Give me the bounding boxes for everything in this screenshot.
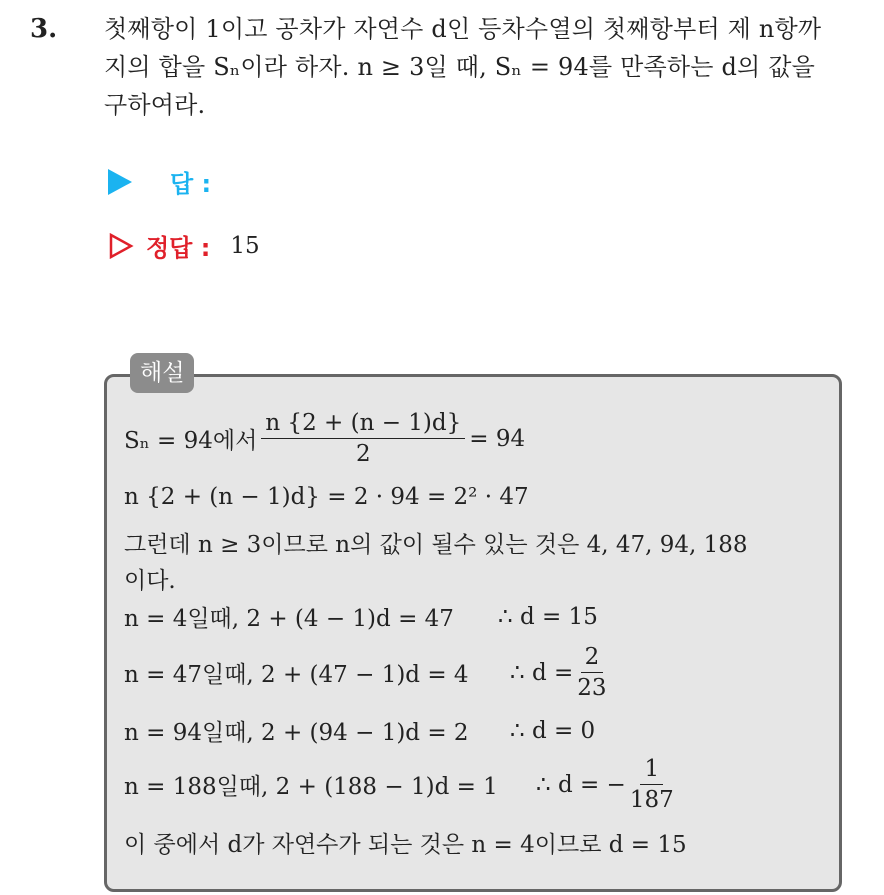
solution-line-4: 이다. [124, 568, 176, 594]
solution-conclusion: 이 중에서 d가 자연수가 되는 것은 n = 4이므로 d = 15 [124, 832, 687, 858]
correct-answer-label: 정답 : [146, 234, 211, 262]
answer-input-row[interactable] [108, 164, 211, 199]
solution-line-2: n {2 + (n − 1)d} = 2 · 94 = 2² · 47 [124, 484, 529, 510]
solution-line-1-suffix: = 94 [469, 425, 526, 452]
outline-triangle-icon [108, 233, 134, 259]
problem-line-2: 지의 합을 Sₙ이라 하자. n ≥ 3일 때, Sₙ = 94를 만족하는 d의 값을 [104, 53, 816, 81]
case-n-47-denominator: 23 [577, 675, 607, 701]
case-n-4 [124, 600, 598, 633]
case-n-94-equation: n = 94일때, 2 + (94 − 1)d = 2 [124, 720, 469, 746]
case-n-188 [124, 756, 678, 813]
case-n-188-numerator: 1 [640, 756, 663, 785]
fraction-numerator: n {2 + (n − 1)d} [261, 410, 465, 439]
case-n-188-fraction [630, 756, 674, 813]
problem-line-1: 첫째항이 1이고 공차가 자연수 d인 등차수열의 첫째항부터 제 n항까 [104, 15, 822, 43]
fraction-denominator: 2 [355, 441, 371, 467]
case-n-94 [124, 714, 595, 747]
correct-answer-row [108, 228, 260, 263]
play-triangle-icon [108, 169, 132, 195]
case-n-47-equation: n = 47일때, 2 + (47 − 1)d = 4 [124, 662, 469, 688]
case-n-188-result: ∴ d = − [536, 771, 626, 798]
case-n-4-result: ∴ d = 15 [498, 603, 598, 630]
case-n-188-denominator: 187 [629, 787, 674, 813]
case-n-94-result: ∴ d = 0 [510, 717, 596, 744]
case-n-188-equation: n = 188일때, 2 + (188 − 1)d = 1 [124, 774, 498, 800]
case-n-4-equation: n = 4일때, 2 + (4 − 1)d = 47 [124, 606, 454, 632]
problem-statement [104, 10, 864, 124]
problem-line-3: 구하여라. [104, 91, 206, 119]
sum-formula-fraction [261, 410, 465, 467]
solution-line-1-prefix: Sₙ = 94에서 [124, 428, 258, 454]
answer-label: 답 : [170, 170, 212, 198]
solution-line-1 [124, 410, 525, 467]
case-n-47-result: ∴ d = [510, 659, 574, 686]
case-n-47-numerator: 2 [581, 644, 604, 673]
case-n-47 [124, 644, 611, 701]
correct-answer-value: 15 [230, 232, 260, 259]
case-n-47-fraction [577, 644, 606, 701]
solution-line-3: 그런데 n ≥ 3이므로 n의 값이 될수 있는 것은 4, 47, 94, 188 [124, 532, 748, 558]
problem-number: 3. [30, 14, 58, 44]
solution-tag: 해설 [130, 353, 194, 393]
